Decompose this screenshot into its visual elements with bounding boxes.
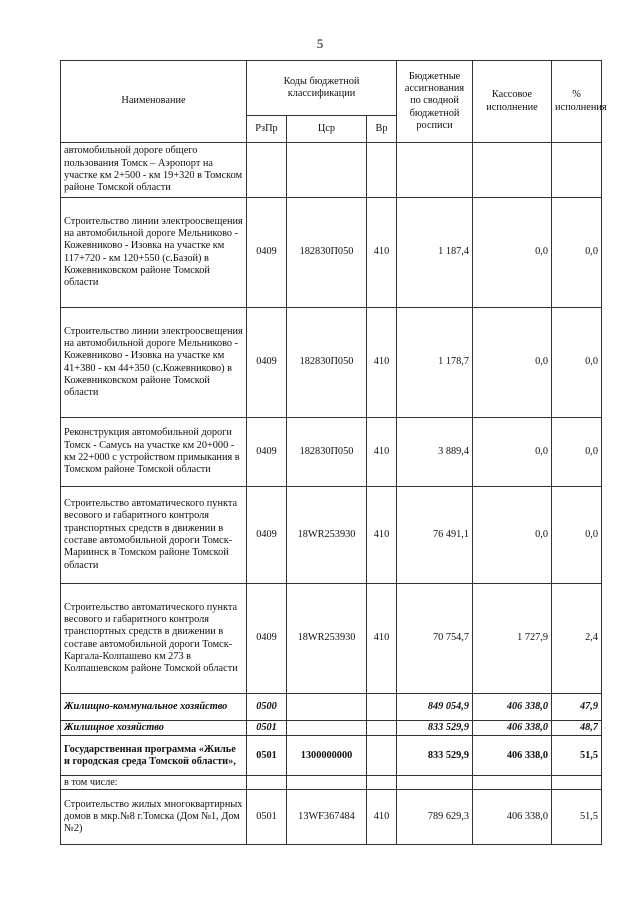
header-vr: Вр <box>367 116 397 143</box>
row-rzpr: 0409 <box>247 198 287 308</box>
header-rzpr: РзПр <box>247 116 287 143</box>
row-percent <box>552 143 602 198</box>
row-percent: 51,5 <box>552 790 602 845</box>
row-rzpr: 0501 <box>247 721 287 736</box>
row-rzpr: 0501 <box>247 790 287 845</box>
row-rzpr: 0501 <box>247 736 287 776</box>
row-rzpr: 0409 <box>247 487 287 584</box>
row-rzpr <box>247 143 287 198</box>
row-name: Строительство линии электроосвещения на автомобильной дороге Мельниково - Кожевниково - Изовка на участке км 41+380 - км 44+350 (с.Кожевниково) в Кожевниковском районе Томской области <box>61 308 247 418</box>
row-percent: 0,0 <box>552 308 602 418</box>
row-csr <box>287 143 367 198</box>
row-percent: 47,9 <box>552 694 602 721</box>
row-csr: 13WF367484 <box>287 790 367 845</box>
row-vr: 410 <box>367 790 397 845</box>
row-percent: 0,0 <box>552 198 602 308</box>
row-name: Строительство линии электроосвещения на автомобильной дороге Мельниково - Кожевниково - Изовка на участке км 117+720 - км 120+550 (с.Базой) в Кожевниковском районе Томской области <box>61 198 247 308</box>
row-vr: 410 <box>367 198 397 308</box>
table-row <box>61 736 602 776</box>
table-row <box>61 198 602 308</box>
row-budget: 849 054,9 <box>397 694 473 721</box>
header-name: Наименование <box>61 61 247 143</box>
row-vr <box>367 143 397 198</box>
row-budget: 833 529,9 <box>397 736 473 776</box>
row-csr <box>287 694 367 721</box>
table-row <box>61 694 602 721</box>
row-rzpr <box>247 776 287 790</box>
header-row <box>61 61 602 116</box>
row-csr: 182830П050 <box>287 198 367 308</box>
row-name: Строительство автоматического пункта весового и габаритного контроля транспортных средств в движении в составе автомобильной дороги Томск-Каргала-Колпашево км 273 в Колпашевском районе Томской области <box>61 584 247 694</box>
row-name: Жилищное хозяйство <box>61 721 247 736</box>
row-budget: 76 491,1 <box>397 487 473 584</box>
row-cash: 406 338,0 <box>473 721 552 736</box>
row-vr <box>367 694 397 721</box>
table-row <box>61 308 602 418</box>
row-cash <box>473 143 552 198</box>
row-percent: 0,0 <box>552 418 602 487</box>
table-row <box>61 721 602 736</box>
row-cash: 0,0 <box>473 308 552 418</box>
table-row <box>61 584 602 694</box>
row-name: в том числе: <box>61 776 247 790</box>
row-cash: 0,0 <box>473 487 552 584</box>
row-rzpr: 0409 <box>247 308 287 418</box>
row-vr <box>367 776 397 790</box>
row-vr <box>367 721 397 736</box>
budget-table <box>60 60 607 845</box>
row-cash: 406 338,0 <box>473 694 552 721</box>
row-budget <box>397 776 473 790</box>
row-name: Строительство жилых многоквартирных домов в мкр.№8 г.Томска (Дом №1, Дом №2) <box>61 790 247 845</box>
row-name: автомобильной дороге общего пользования Томск – Аэропорт на участке км 2+500 - км 19+320 в Томском районе Томской области <box>61 143 247 198</box>
table-row <box>61 776 602 790</box>
row-vr: 410 <box>367 308 397 418</box>
row-csr <box>287 776 367 790</box>
row-csr: 182830П050 <box>287 308 367 418</box>
row-percent: 2,4 <box>552 584 602 694</box>
row-percent: 0,0 <box>552 487 602 584</box>
row-percent <box>552 776 602 790</box>
row-cash: 406 338,0 <box>473 790 552 845</box>
row-rzpr: 0500 <box>247 694 287 721</box>
row-vr: 410 <box>367 418 397 487</box>
row-csr: 182830П050 <box>287 418 367 487</box>
row-csr: 18WR253930 <box>287 584 367 694</box>
row-budget <box>397 143 473 198</box>
row-csr: 1300000000 <box>287 736 367 776</box>
row-budget: 3 889,4 <box>397 418 473 487</box>
header-codes: Коды бюджетной классификации <box>247 61 397 116</box>
row-name: Жилищно-коммунальное хозяйство <box>61 694 247 721</box>
header-budget: Бюджетные ассигнования по сводной бюджетной росписи <box>397 61 473 143</box>
row-rzpr: 0409 <box>247 584 287 694</box>
row-percent: 51,5 <box>552 736 602 776</box>
row-cash: 0,0 <box>473 198 552 308</box>
header-cash: Кассовое исполнение <box>473 61 552 143</box>
row-name: Строительство автоматического пункта весового и габаритного контроля транспортных средств в движении в составе автомобильной дороги Томск-Мариинск в Томском районе Томской области <box>61 487 247 584</box>
row-cash: 0,0 <box>473 418 552 487</box>
row-cash: 1 727,9 <box>473 584 552 694</box>
row-budget: 1 187,4 <box>397 198 473 308</box>
header-csr: Цср <box>287 116 367 143</box>
row-name: Государственная программа «Жилье и городская среда Томской области», <box>61 736 247 776</box>
row-budget: 789 629,3 <box>397 790 473 845</box>
row-cash: 406 338,0 <box>473 736 552 776</box>
row-csr: 18WR253930 <box>287 487 367 584</box>
row-csr <box>287 721 367 736</box>
row-budget: 833 529,9 <box>397 721 473 736</box>
row-percent: 48,7 <box>552 721 602 736</box>
row-vr: 410 <box>367 487 397 584</box>
header-percent: % исполнения <box>552 61 602 143</box>
table-row <box>61 143 602 198</box>
row-vr: 410 <box>367 584 397 694</box>
row-name: Реконструкция автомобильной дороги Томск - Самусь на участке км 20+000 - км 22+000 с устройством примыкания в Томском районе Томской области <box>61 418 247 487</box>
page-number: 5 <box>316 36 324 51</box>
row-rzpr: 0409 <box>247 418 287 487</box>
table-row <box>61 418 602 487</box>
row-budget: 70 754,7 <box>397 584 473 694</box>
table-row <box>61 487 602 584</box>
row-budget: 1 178,7 <box>397 308 473 418</box>
table-row <box>61 790 602 845</box>
row-cash <box>473 776 552 790</box>
row-vr <box>367 736 397 776</box>
